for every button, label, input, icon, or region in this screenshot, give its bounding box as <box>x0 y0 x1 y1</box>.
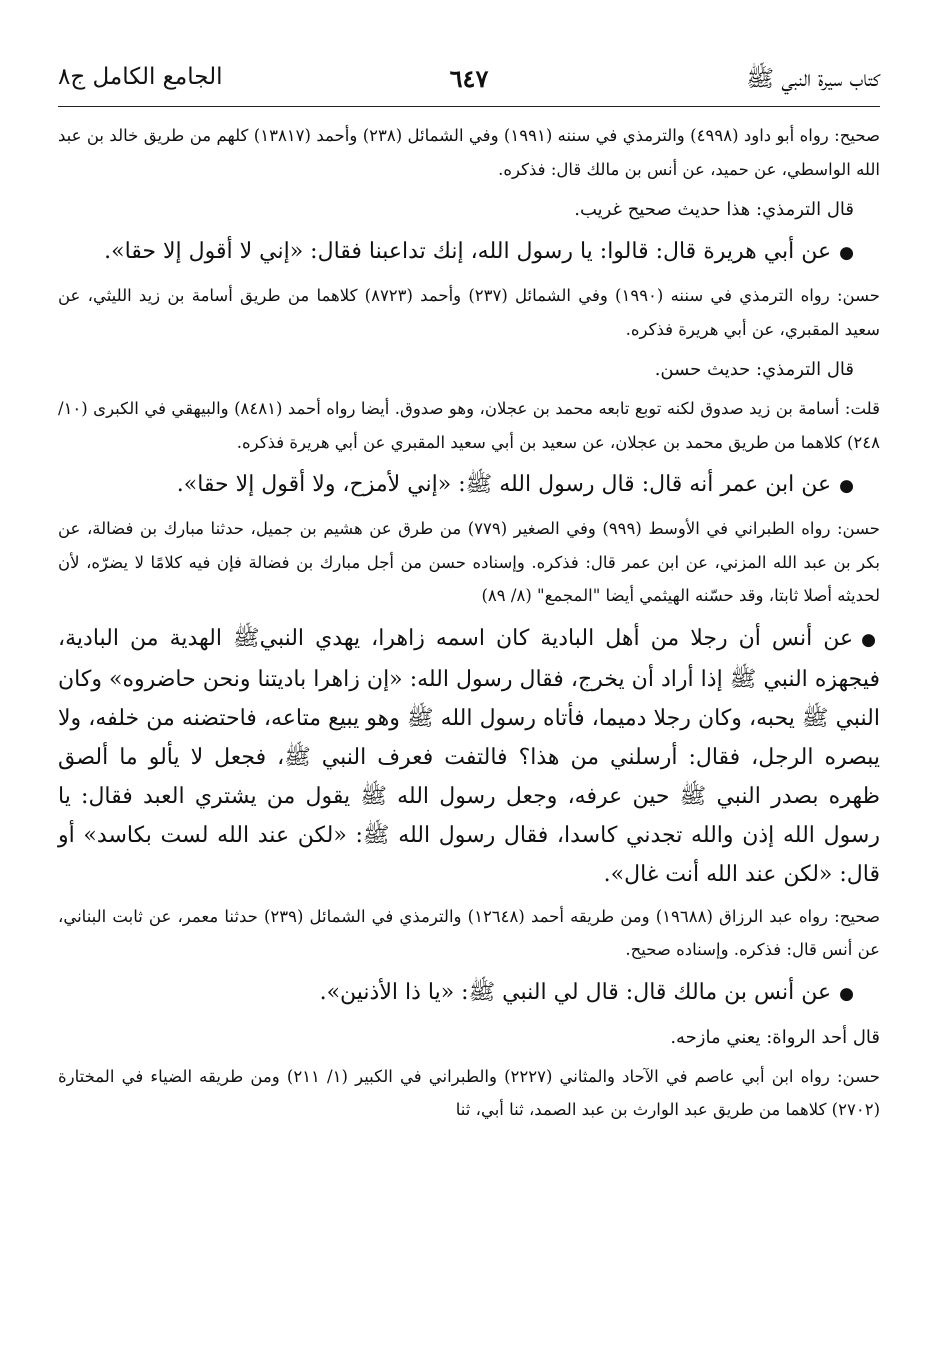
scholar-comment: قال الترمذي: هذا حديث صحيح غريب. <box>574 199 854 220</box>
source-note: صحيح: رواه عبد الرزاق (١٩٦٨٨) ومن طريقه أحمد (١٢٦٤٨) والترمذي في الشمائل (٢٣٩) حدثنا معمر، عن ثابت البناني، عن أنس قال: فذكره. وإسناده صحيح. <box>58 906 880 959</box>
book-title: كتاب سيرة النبي ﷺ <box>746 66 880 92</box>
page-number: ٦٤٧ <box>449 64 489 93</box>
scholar-comment: قال الترمذي: حديث حسن. <box>654 359 854 380</box>
bullet-icon: ● <box>839 476 854 496</box>
bullet-icon: ● <box>839 983 854 1004</box>
hadith-entry: ●عن ابن عمر أنه قال: قال رسول الله ﷺ: «إني لأمزح، ولا أقول إلا حقا». <box>176 472 854 497</box>
bullet-icon: ● <box>839 243 854 263</box>
hadith-entry: ●عن أبي هريرة قال: قالوا: يا رسول الله، إنك تداعبنا فقال: «إني لا أقول إلا حقا». <box>104 239 854 264</box>
scholar-comment: قال أحد الرواة: يعني مازحه. <box>670 1026 880 1048</box>
hadith-entry: ●عن أنس أن رجلا من أهل البادية كان اسمه زاهرا، يهدي النبيﷺ الهدية من البادية، فيجهزه النبي ﷺ إذا أراد أن يخرج، فقال رسول الله: «إن زاهرا باديتنا ونحن حاضروه» وكان النبي ﷺ يحبه، وكان رجلا دميما، فأتاه رسول الله ﷺ وهو يبيع متاعه، فاحتضنه من خلفه، ولا يبصره الرجل، فقال: أرسلني من هذا؟ فالتفت فعرف النبي ﷺ، فجعل لا يألو ما ألصق ظهره بصدر النبي ﷺ حين عرفه، وجعل رسول الله ﷺ يقول من يشتري العبد فقال: يا رسول الله إذن والله تجدني كاسدا، فقال رسول الله ﷺ: «لكن عند الله لست بكاسد» أو قال: «لكن عند الله أنت غال». <box>58 625 880 887</box>
book-page <box>58 56 880 1356</box>
volume-title: الجامع الكامل ج٨ <box>58 64 223 90</box>
source-note: قلت: أسامة بن زيد صدوق لكنه توبع تابعه محمد بن عجلان، وهو صدوق. أيضا رواه أحمد (٨٤٨١) والبيهقي في الكبرى (١٠/ ٢٤٨) كلاهما من طريق محمد بن عجلان، عن سعيد بن أبي سعيد المقبري عن أبي هريرة فذكره. <box>58 399 880 452</box>
source-note: صحيح: رواه أبو داود (٤٩٩٨) والترمذي في سننه (١٩٩١) وفي الشمائل (٢٣٨) وأحمد (١٣٨١٧) كلهم من طريق خالد بن عبد الله الواسطي، عن حميد، عن أنس بن مالك قال: فذكره. <box>58 126 881 179</box>
bullet-icon: ● <box>861 629 880 650</box>
hadith-entry: ●عن أنس بن مالك قال: قال لي النبي ﷺ: «يا ذا الأذنين». <box>319 979 854 1005</box>
source-note: حسن: رواه الترمذي في سننه (١٩٩٠) وفي الشمائل (٢٣٧) وأحمد (٨٧٢٣) كلاهما من طريق أسامة بن زيد الليثي، عن سعيد المقبري، عن أبي هريرة فذكره. <box>58 286 880 339</box>
running-header <box>58 56 880 107</box>
source-note: حسن: رواه الطبراني في الأوسط (٩٩٩) وفي الصغير (٧٧٩) من طرق عن هشيم بن جميل، حدثنا مبارك بن فضالة، عن بكر بن عبد الله المزني، عن ابن عمر قال: فذكره. وإسناده حسن من أجل مبارك بن فضالة فإن فيه كلامًا لا يضرّه، لأن لحديثه أصلا ثابتا، وقد حسّنه الهيثمي أيضا "المجمع" (٨/ ٨٩) <box>58 519 880 605</box>
page-body <box>58 107 880 1127</box>
source-note: حسن: رواه ابن أبي عاصم في الآحاد والمثاني (٢٢٢٧) والطبراني في الكبير (١/ ٢١١) ومن طريقه الضياء في المختارة (٢٧٠٢) كلاهما من طريق عبد الوارث بن عبد الصمد، ثنا أبي، ثنا <box>58 1066 880 1119</box>
